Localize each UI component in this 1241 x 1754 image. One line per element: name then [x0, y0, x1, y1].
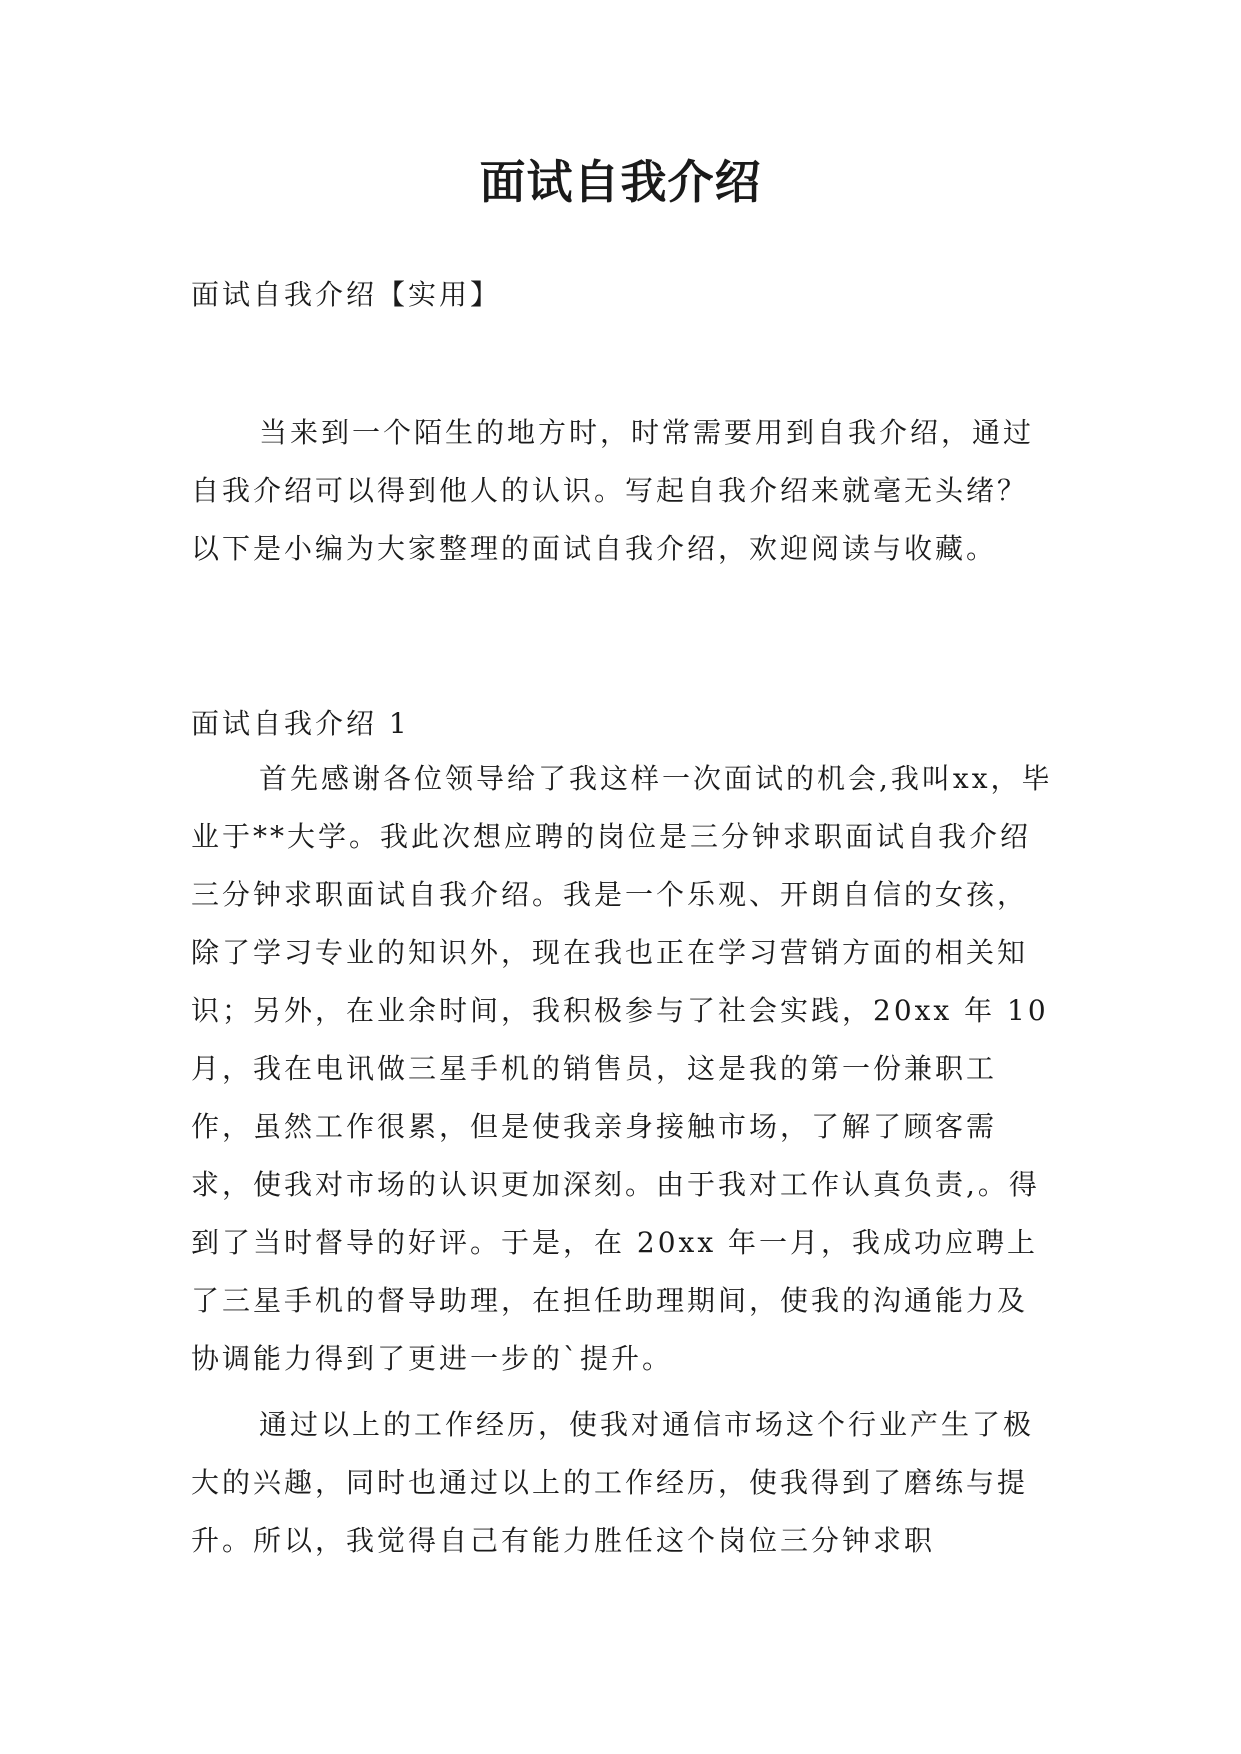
document-subtitle: 面试自我介绍【实用】: [191, 278, 502, 311]
intro-paragraph: 当来到一个陌生的地方时，时常需要用到自我介绍，通过自我介绍可以得到他人的认识。写起自我介绍来就毫无头绪？以下是小编为大家整理的面试自我介绍，欢迎阅读与收藏。: [191, 416, 1035, 565]
body-paragraph-2: 通过以上的工作经历，使我对通信市场这个行业产生了极大的兴趣，同时也通过以上的工作经历，使我得到了磨练与提升。所以，我觉得自己有能力胜任这个岗位三分钟求职: [191, 1408, 1035, 1557]
section-heading: 面试自我介绍 1: [191, 707, 410, 740]
document-title: 面试自我介绍: [479, 155, 762, 209]
body-paragraph-1: 首先感谢各位领导给了我这样一次面试的机会,我叫xx，毕业于**大学。我此次想应聘的岗位是三分钟求职面试自我介绍三分钟求职面试自我介绍。我是一个乐观、开朗自信的女孩，除了学习专业的知识外，现在我也正在学习营销方面的相关知识；另外，在业余时间，我积极参与了社会实践，20xx 年 10 月，我在电讯做三星手机的销售员，这是我的第一份兼职工作，虽然工作很累，但是使我亲身接触市场，了解了顾客需求，使我对市场的认识更加深刻。由于我对工作认真负责,。得到了当时督导的好评。于是，在 20xx 年一月，我成功应聘上了三星手机的督导助理，在担任助理期间，使我的沟通能力及协调能力得到了更进一步的`提升。: [191, 762, 1053, 1375]
